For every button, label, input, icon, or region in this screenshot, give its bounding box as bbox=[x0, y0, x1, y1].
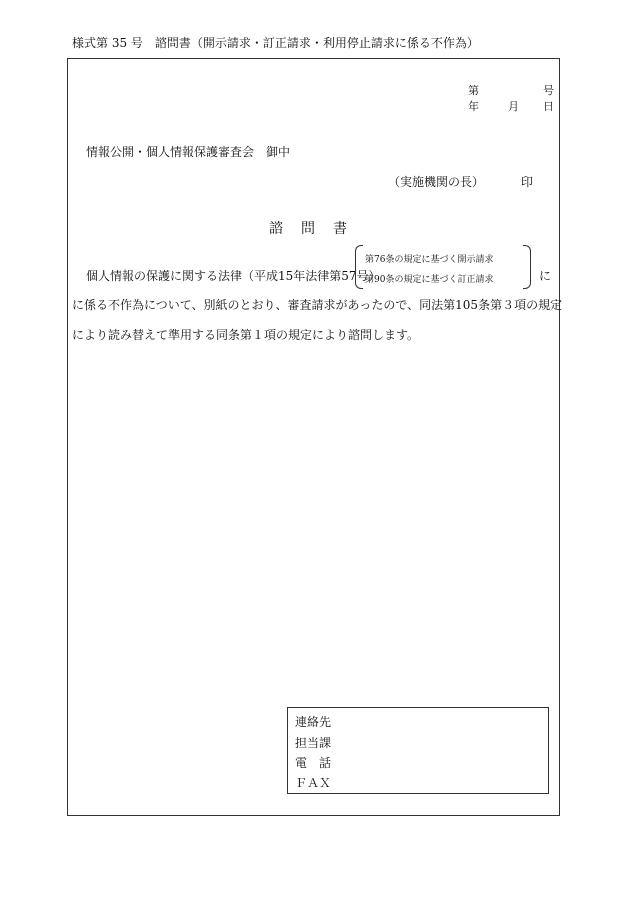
date-day: 日 bbox=[543, 100, 554, 113]
document-frame bbox=[67, 58, 563, 816]
request-type-bracket bbox=[355, 245, 531, 289]
contact-fax: ＦＡＸ bbox=[295, 776, 332, 790]
contact-department: 担当課 bbox=[295, 736, 332, 750]
body-line-3: により読み替えて準用する同条第１項の規定により諮問します。 bbox=[72, 328, 420, 342]
document-title: 諮問書 bbox=[269, 221, 365, 237]
contact-box bbox=[287, 707, 549, 794]
option-correction: 第90条の規定に基づく訂正請求 bbox=[365, 275, 494, 285]
body-lead: 個人情報の保護に関する法律（平成15年法律第57号） bbox=[86, 269, 381, 283]
body-line-2: に係る不作為について、別紙のとおり、審査請求があったので、同法第105条第３項の規定 bbox=[72, 298, 563, 312]
option-disclosure: 第76条の規定に基づく開示請求 bbox=[365, 255, 494, 265]
seal-mark: 印 bbox=[521, 175, 534, 189]
date-year: 年 bbox=[468, 100, 479, 113]
bracket-left bbox=[355, 245, 363, 289]
document-number-dai: 第 bbox=[468, 84, 479, 97]
date-month: 月 bbox=[508, 100, 519, 113]
form-header: 様式第 35 号 諮問書（開示請求・訂正請求・利用停止請求に係る不作為） bbox=[72, 36, 479, 50]
addressee: 情報公開・個人情報保護審査会 御中 bbox=[86, 145, 291, 159]
contact-heading: 連絡先 bbox=[295, 715, 332, 729]
document-number-go: 号 bbox=[543, 84, 554, 97]
bracket-right bbox=[523, 245, 531, 289]
sender-label: （実施機関の長） bbox=[388, 175, 485, 189]
contact-phone: 電 話 bbox=[295, 756, 332, 770]
body-particle: に bbox=[539, 269, 552, 283]
